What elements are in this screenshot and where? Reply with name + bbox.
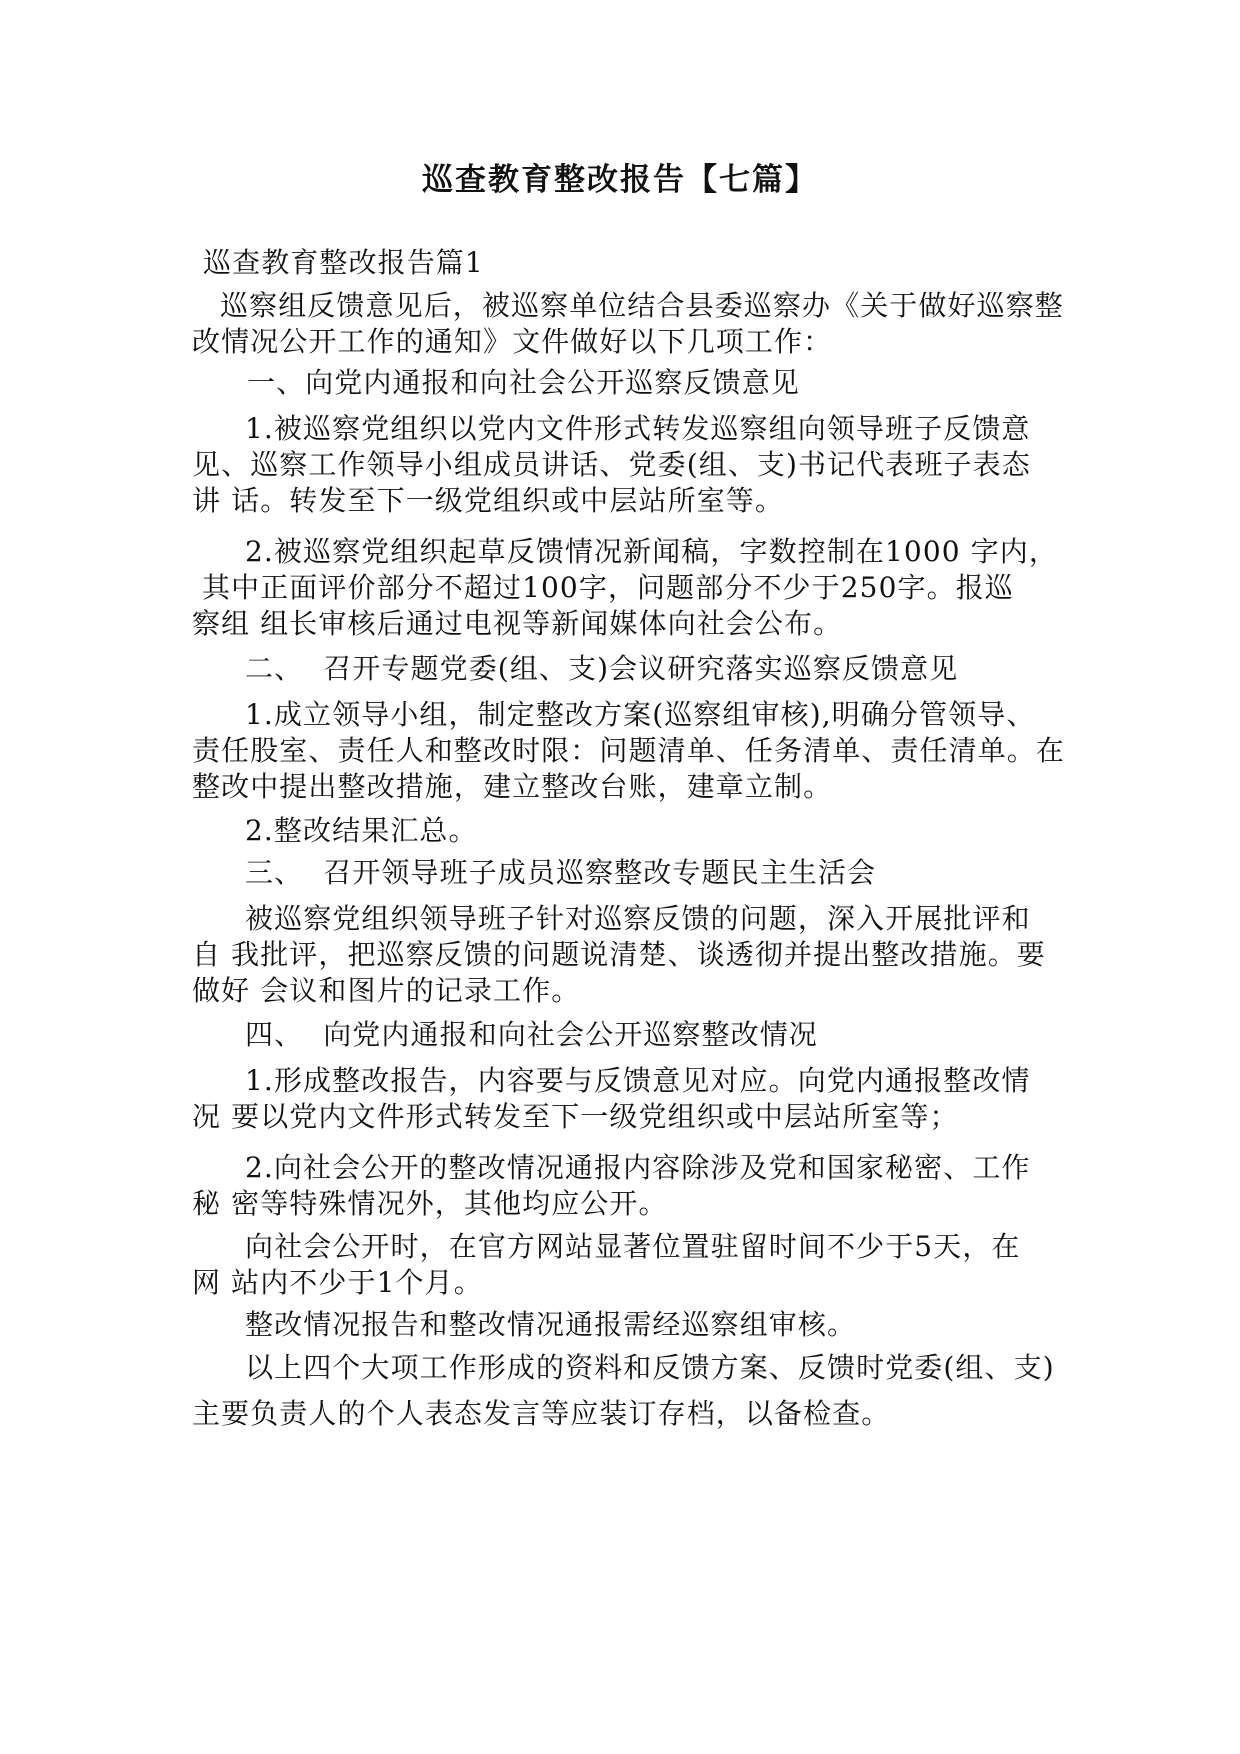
section-heading: 巡查教育整改报告篇1	[203, 246, 484, 279]
subsection-heading: 四、 向党内通报和向社会公开巡察整改情况	[245, 1018, 818, 1051]
subsection-heading: 二、 召开专题党委(组、支)会议研究落实巡察反馈意见	[245, 652, 959, 685]
paragraph-line: 秘 密等特殊情况外，其他均应公开。	[192, 1187, 668, 1220]
paragraph-line: 网 站内不少于1个月。	[192, 1266, 483, 1299]
paragraph-line: 2.整改结果汇总。	[245, 814, 478, 847]
paragraph-line: 整改情况报告和整改情况通报需经巡察组审核。	[245, 1308, 857, 1341]
paragraph-line: 讲 话。转发至下一级党组织或中层站所室等。	[192, 484, 785, 517]
paragraph-line: 以上四个大项工作形成的资料和反馈方案、反馈时党委(组、支)	[245, 1351, 1055, 1384]
paragraph-line: 况 要以党内文件形式转发至下一级党组织或中层站所室等；	[192, 1100, 959, 1133]
paragraph-line: 其中正面评价部分不超过100字，问题部分不少于250字。报巡	[202, 571, 1014, 604]
paragraph-line: 被巡察党组织领导班子针对巡察反馈的问题，深入开展批评和	[245, 902, 1031, 935]
paragraph-line: 察组 组长审核后通过电视等新闻媒体向社会公布。	[192, 607, 843, 640]
paragraph-line: 2.向社会公开的整改情况通报内容除涉及党和国家秘密、工作	[245, 1151, 1031, 1184]
subsection-heading: 一、向党内通报和向社会公开巡察反馈意见	[247, 366, 800, 399]
subsection-heading: 三、 召开领导班子成员巡察整改专题民主生活会	[245, 856, 877, 889]
paragraph-line: 责任股室、责任人和整改时限：问题清单、任务清单、责任清单。在	[192, 734, 1066, 767]
paragraph-line: 主要负责人的个人表态发言等应装订存档，以备检查。	[192, 1397, 891, 1430]
paragraph-line: 向社会公开时，在官方网站显著位置驻留时间不少于5天，在	[245, 1230, 1021, 1263]
paragraph-line: 巡察组反馈意见后，被巡察单位结合县委巡察办《关于做好巡察整	[220, 289, 1064, 322]
document-title: 巡查教育整改报告【七篇】	[422, 162, 818, 198]
paragraph-line: 1.被巡察党组织以党内文件形式转发巡察组向领导班子反馈意	[245, 412, 1031, 445]
paragraph-line: 自 我批评，把巡察反馈的问题说清楚、谈透彻并提出整改措施。要	[192, 938, 1046, 971]
paragraph-line: 改情况公开工作的通知》文件做好以下几项工作：	[192, 325, 833, 358]
paragraph-line: 1.形成整改报告，内容要与反馈意见对应。向党内通报整改情	[245, 1064, 1031, 1097]
paragraph-line: 做好 会议和图片的记录工作。	[192, 974, 581, 1007]
paragraph-line: 2.被巡察党组织起草反馈情况新闻稿，字数控制在1000 字内，	[245, 535, 1058, 568]
paragraph-line: 见、巡察工作领导小组成员讲话、党委(组、支)书记代表班子表态	[192, 448, 1031, 481]
paragraph-line: 整改中提出整改措施，建立整改台账，建章立制。	[192, 770, 833, 803]
paragraph-line: 1.成立领导小组，制定整改方案(巡察组审核),明确分管领导、	[245, 698, 1036, 731]
